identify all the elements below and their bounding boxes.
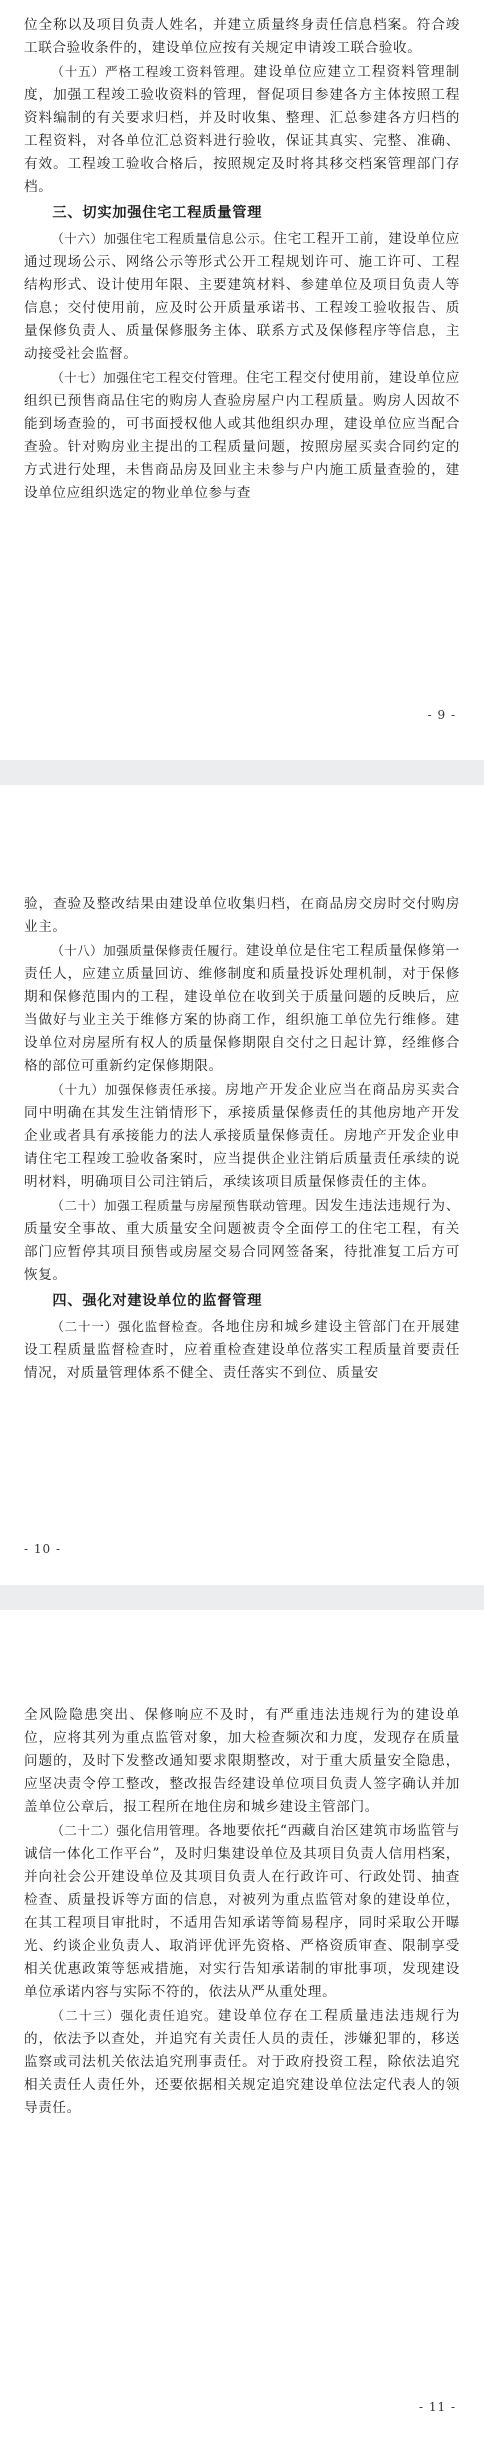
paragraph-lead: （十六）加强住宅工程质量信息公示。 <box>51 231 274 246</box>
paragraph-lead: （二十一）强化监督检查。 <box>51 1319 212 1334</box>
document-page-11 <box>0 1610 484 2447</box>
document-page-10 <box>0 785 484 1585</box>
paragraph-16: （十六）加强住宅工程质量信息公示。住宅工程开工前，建设单位应通过现场公示、网络公示等形式公开工程规划许可、施工许可、工程结构形式、设计使用年限、主要建筑材料、参建单位及项目负责人等信息；交付使用前，应及时公开质量承诺书、工程竣工验收报告、质量保修负责人、质量保修服务主体、联系方式及保修程序等信息，主动接受社会监督。 <box>24 231 460 362</box>
paragraph-22: （二十二）强化信用管理。各地要依托“西藏自治区建筑市场监管与诚信一体化工作平台”，及时归集建设单位及其项目负责人信用档案，并向社会公开建设单位及其项目负责人在行政许可、行政处罚、抽查检查、质量投诉等方面的信息，对被列为重点监管对象的建设单位，在其工程项目审批时，不适用告知承诺等简易程序，同时采取公开曝光、约谈企业负责人、取消评优评先资格、严格资质审查、限制享受相关优惠政策等惩戒措施，对实行告知承诺制的审批事项，发现建设单位承诺内容与实际不符的，依法从严从重处理。 <box>24 1823 460 2000</box>
page-number: - 10 - <box>24 1542 62 1556</box>
paragraph-17: （十七）加强住宅工程交付管理。住宅工程交付使用前，建设单位应组织已预售商品住宅的购房人查验房屋户内工程质量。购房人因故不能到场查验的，可书面授权他人或其他组织办理，建设单位应当配合查验。针对购房业主提出的工程质量问题，按照房屋买卖合同约定的方式进行处理，未售商品房及回业主未参与户内施工质量查验的，建设单位应组织选定的物业单位参与查 <box>24 370 461 501</box>
paragraph-20: （二十）加强工程质量与房屋预售联动管理。因发生违法违规行为、质量安全事故、重大质量安全问题被责令全面停工的住宅工程，有关部门应暂停其项目预售或房屋交易合同网签备案，待批准复工后方可恢复。 <box>24 1198 461 1283</box>
document-page-9 <box>0 0 484 760</box>
paragraph-18: （十八）加强质量保修责任履行。建设单位是住宅工程质量保修第一责任人，应建立质量回访、维修制度和质量投诉处理机制，对于保修期和保修范围内的工程，建设单位在收到关于质量问题的反映后，应当做好与业主关于维修方案的协商工作，组织施工单位先行维修。建设单位对房屋所有权人的质量保修期限自交付之日起计算，经维修合格的部位可重新约定保修期限。 <box>24 943 461 1074</box>
page-number: - 9 - <box>427 708 456 722</box>
paragraph-lead: （二十二）强化信用管理。 <box>51 1823 209 1838</box>
section-heading-4: 四、强化对建设单位的监督管理 <box>52 1293 263 1309</box>
paragraph-lead: （十九）加强保修责任承接。 <box>51 1082 226 1097</box>
page-number: - 11 - <box>418 2400 456 2414</box>
paragraph-continued: 位全称以及项目负责人姓名，并建立质量终身责任信息档案。符合竣工联合验收条件的，建设单位应按有关规定申请竣工联合验收。 <box>24 17 460 56</box>
section-heading-3: 三、切实加强住宅工程质量管理 <box>52 205 263 221</box>
paragraph-continued: 全风险隐患突出、保修响应不及时，有严重违法违规行为的建设单位，应将其列为重点监管对象，加大检查频次和力度，发现存在质量问题的，及时下发整改通知要求限期整改，对于重大质量安全隐患，应坚决责令停工整改，整改报告经建设单位项目负责人签字确认并加盖单位公章后，报工程所在地住房和城乡建设主管部门。 <box>24 1707 460 1815</box>
paragraph-21: （二十一）强化监督检查。各地住房和城乡建设主管部门在开展建设工程质量监督检查时，应着重检查建设单位落实工程质量首要责任情况，对质量管理体系不健全、责任落实不到位、质量安 <box>24 1319 460 1381</box>
paragraph-lead: （十七）加强住宅工程交付管理。 <box>51 370 246 385</box>
paragraph-15: （十五）严格工程竣工资料管理。建设单位应建立工程资料管理制度，加强工程竣工验收资料的管理，督促项目参建各方主体按照工程资料编制的有关要求归档，并及时收集、整理、汇总参建各方归档的工程资料，对各单位汇总资料进行验收，保证其真实、完整、准确、有效。工程竣工验收合格后，按照规定及时将其移交档案管理部门存档。 <box>24 64 461 195</box>
paragraph-lead: （二十三）强化责任追究。 <box>51 2008 218 2023</box>
paragraph-continued: 验，查验及整改结果由建设单位收集归档，在商品房交房时交付购房业主。 <box>24 896 460 935</box>
paragraph-lead: （十五）严格工程竣工资料管理。 <box>51 64 254 79</box>
paragraph-lead: （二十）加强工程质量与房屋预售联动管理。 <box>51 1198 316 1213</box>
paragraph-19: （十九）加强保修责任承接。房地产开发企业应当在商品房买卖合同中明确在其发生注销情形下，承接质量保修责任的其他房地产开发企业或者具有承接能力的法人承接质量保修责任。房地产开发企业申请住宅工程竣工验收备案时，应当提供企业注销后质量责任承续的说明材料，明确项目公司注销后，承续该项目质量保修责任的主体。 <box>24 1082 460 1190</box>
paragraph-lead: （十八）加强质量保修责任履行。 <box>51 943 246 958</box>
paragraph-23: （二十三）强化责任追究。建设单位存在工程质量违法违规行为的，依法予以查处，并追究有关责任人员的责任，涉嫌犯罪的，移送监察或司法机关依法追究刑事责任。对于政府投资工程，除依法追究相关责任人责任外，还要依据相关规定追究建设单位法定代表人的领导责任。 <box>24 2008 460 2116</box>
